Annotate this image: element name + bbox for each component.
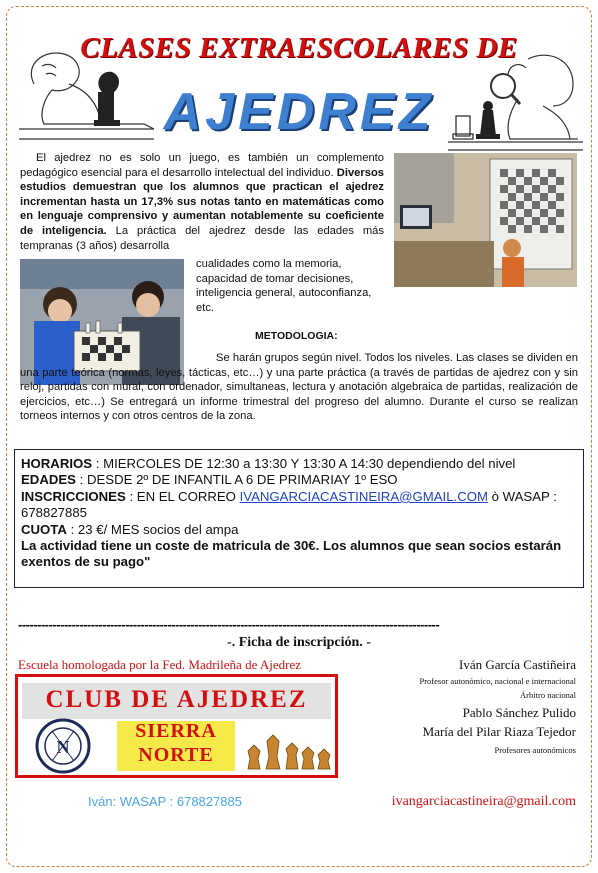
logo-norte-text: NORTE	[138, 744, 214, 766]
edades-label: EDADES	[21, 472, 76, 488]
chess-pieces-icon	[242, 729, 332, 773]
horarios-line	[21, 456, 577, 472]
inscripciones-label: INSCRICCIONES	[21, 488, 126, 504]
matricula-text: La actividad tiene un coste de matricula de 30€. Los alumnos que sean socios estarán exentos de su pago"	[21, 538, 562, 570]
methodology-text: Se harán grupos según nivel. Todos los niveles. Las clases se dividen en una parte teórica (normas, leyes, tácticas, etc…) y una parte práctica (a través de partidas de ajedrez con y sin reloj, partidas con mural, con ordenador, simultaneas, lectura y anotación algebraica de partidas, realización de ejercicios, etc…) Se entregará un informe trimestral del progreso del alumno. Durante el curso se realizan torneos internos y con otros centros de la zona.	[20, 352, 578, 423]
inscripciones-value: : EN EL CORREO	[125, 488, 236, 504]
prof1-role2: Árbitro nacional	[520, 690, 576, 700]
classroom-photo	[394, 153, 577, 287]
school-accreditation: Escuela homologada por la Fed. Madrileña de Ajedrez	[18, 657, 302, 672]
edades-line	[21, 472, 577, 488]
club-seal-icon	[30, 717, 96, 775]
edades-value: : DESDE 2º DE INFANTIL A 6 DE PRIMARIAY 1º ESO	[79, 472, 398, 488]
inscripciones-tail: ò WASAP : 678827885	[21, 488, 557, 521]
methodology-title: METODOLOGIA:	[255, 330, 338, 342]
cuota-label: CUOTA	[21, 521, 67, 537]
intro-text-bold: Diversos estudios demuestran que los alumnos que practican el ajedrez incrementan hasta un 17,3% sus notas tanto en matemáticas como en lenguaje comprensivo y aumentan notablemente su coeficiente de inteligencia.	[20, 166, 385, 237]
intro-text-3: La práctica del ajedrez desde las edades más tempranas (3 años) desarrolla	[20, 224, 384, 252]
form-title: -. Ficha de inscripción. -	[227, 635, 371, 650]
logo-sierra-text: SIERRA	[135, 720, 217, 742]
prof2-name: Pablo Sánchez Pulido	[462, 705, 576, 720]
intro-text-1: El ajedrez no es solo un juego, es también un complemento pedagógico esencial para el desarrollo intelectual del individuo.	[20, 152, 384, 179]
logo-club-text: CLUB DE AJEDREZ	[45, 686, 308, 713]
info-box	[14, 449, 584, 588]
prof1-role1: Profesor autonómico, nacional e internacional	[419, 676, 576, 686]
logo-sierra-norte	[117, 719, 235, 767]
prof3-name: María del Pilar Riaza Tejedor	[422, 724, 576, 739]
email-link[interactable]: IVANGARCIACASTINEIRA@GMAIL.COM	[239, 488, 488, 504]
prof-roles: Profesores autonómicos	[494, 745, 576, 755]
club-logo	[15, 674, 338, 778]
horarios-label: HORARIOS	[21, 456, 93, 471]
intro-continuation: cualidades como la memoria, capacidad de tomar decisiones, inteligencia general, autoconfianza, etc.	[196, 258, 372, 314]
prof1-name: Iván García Castiñeira	[459, 657, 576, 672]
contact-wasap: Iván: WASAP : 678827885	[88, 794, 242, 809]
inscripciones-line	[21, 489, 577, 522]
cut-separator: --------------------------------------------------------------------------------------------------------------	[18, 617, 440, 632]
page-subtitle-ajedrez: AJEDREZ	[163, 83, 435, 141]
cuota-value: : 23 €/ MES socios del ampa	[70, 521, 239, 537]
horarios-value: : MIERCOLES DE 12:30 a 13:30 Y 13:30 A 14:30 dependiendo del nivel	[95, 456, 516, 471]
club-seal-letter: N	[56, 737, 70, 757]
page-title: CLASES EXTRAESCOLARES DE	[80, 32, 518, 64]
contact-email[interactable]: ivangarciacastineira@gmail.com	[391, 794, 576, 809]
cuota-line	[21, 522, 577, 538]
intro-paragraph	[20, 151, 384, 253]
